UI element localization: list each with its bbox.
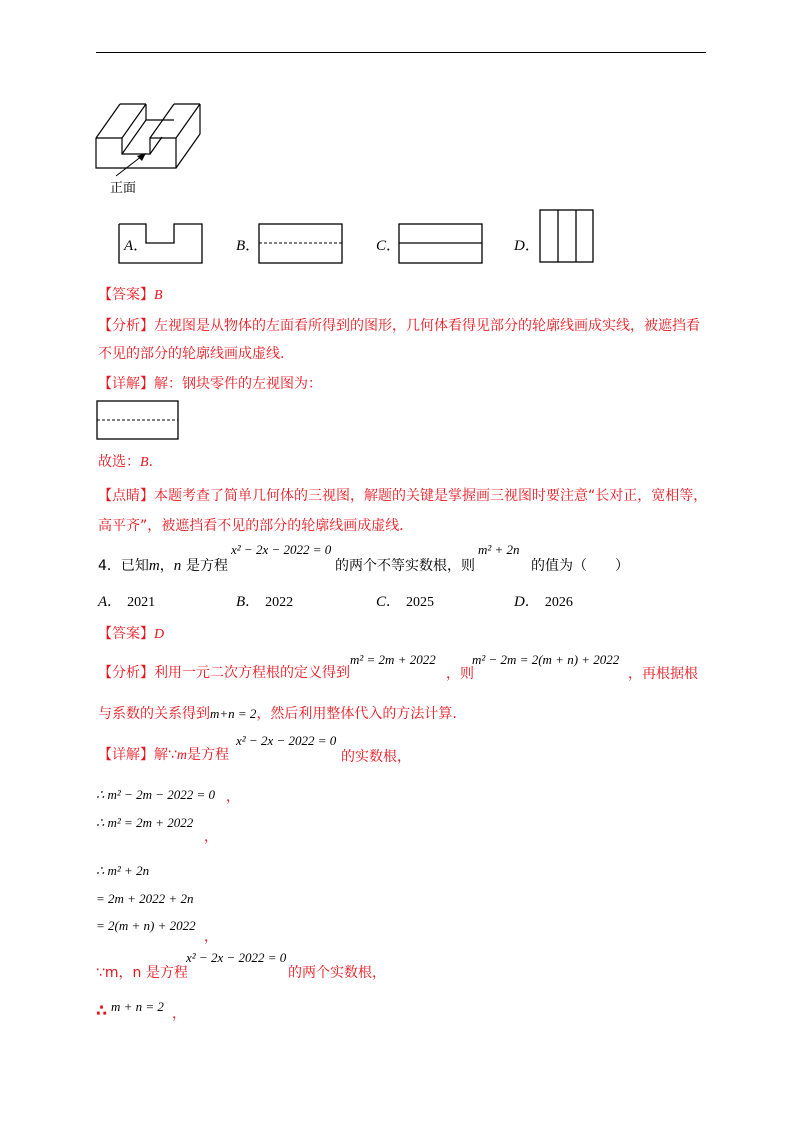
steel-block-figure <box>92 100 212 170</box>
option-a-letter: A． <box>124 238 149 254</box>
step-6-equation: x² − 2x − 2022 = 0 <box>186 950 287 965</box>
step-6-text: 的两个实数根， <box>288 965 386 981</box>
option-b-shape <box>258 223 344 265</box>
left-view-drawing <box>96 400 180 442</box>
q4-detail: 【详解】解∵m是方程 <box>98 747 230 763</box>
option-d-letter: D． <box>514 238 540 254</box>
answer-tag: 【答案】 <box>98 287 154 303</box>
q3-detail <box>98 374 322 394</box>
q4-stem-c: 的两个不等实数根，则 <box>335 558 475 574</box>
detail-equation: x² − 2x − 2022 = 0 <box>236 733 337 748</box>
step-7-end: ， <box>172 1006 186 1022</box>
analysis-then: ，则 <box>446 666 474 682</box>
step-6: ∵m，n 是方程 <box>96 965 188 981</box>
q4-option-a: A． 2021 <box>98 594 156 610</box>
option-c-letter: C． <box>376 238 402 254</box>
detail-real-root: 的实数根， <box>341 749 411 765</box>
detail-tag: 【详解】 <box>98 376 154 392</box>
analysis-eq1: m² = 2m + 2022 <box>350 652 436 667</box>
q4-equation: x² − 2x − 2022 = 0 <box>231 542 332 557</box>
step-2: ∴ m² = 2m + 2022 <box>96 815 194 830</box>
analysis-text: 左视图是从物体的左面看所得到的图形，几何体看得见部分的轮廓线画成实线，被遮挡看 <box>154 318 700 334</box>
step-7: m + n = 2 <box>111 999 164 1014</box>
step-3: ∴ m² + 2n <box>96 863 150 878</box>
option-d-shape <box>539 209 595 265</box>
front-arrow <box>112 150 152 180</box>
q4-stem-d: 的值为（ ） <box>531 558 629 574</box>
step-2-end: ， <box>204 829 218 845</box>
q4-option-c: C． 2025 <box>376 594 435 610</box>
front-label: 正面 <box>110 181 137 196</box>
q3-answer <box>98 285 163 306</box>
q4-analysis-line2: 与系数的关系得到m+n = 2，然后利用整体代入的方法计算. <box>98 706 457 722</box>
q3-analysis-line1 <box>98 316 700 336</box>
step-4: = 2m + 2022 + 2n <box>96 891 194 906</box>
q3-analysis-line2: 不见的部分的轮廓线画成虚线. <box>98 346 285 362</box>
q4-analysis-line1: 【分析】利用一元二次方程根的定义得到 <box>98 665 350 681</box>
option-b-letter: B． <box>236 238 261 254</box>
q4-stem: 4．已知m，n <box>98 558 182 574</box>
step-5-end: ， <box>204 929 218 945</box>
q4-answer: 【答案】D <box>98 626 165 642</box>
analysis-eq2: m² − 2m = 2(m + n) + 2022 <box>472 652 620 667</box>
detail-text: 解：钢块零件的左视图为： <box>154 376 322 392</box>
answer-value: B <box>154 288 163 303</box>
question-number: 4． <box>98 558 121 574</box>
step-1-end: ， <box>226 789 240 805</box>
step-1: ∴ m² − 2m − 2022 = 0 <box>96 787 216 802</box>
q3-comment-line1: 【点睛】本题考查了简单几何体的三视图，解题的关键是掌握画三视图时要注意“长对正，宽相等， <box>98 488 708 504</box>
step-5: = 2(m + n) + 2022 <box>96 918 196 933</box>
option-c-shape <box>398 223 484 265</box>
step-7-therefore: ∴ <box>96 1001 108 1020</box>
q4-option-d: D． 2026 <box>514 594 573 610</box>
option-a-shape <box>118 223 204 265</box>
q4-expression: m² + 2n <box>478 542 520 557</box>
q3-choose: 故选：B． <box>98 454 163 470</box>
q4-option-b: B． 2022 <box>236 594 294 610</box>
header-rule <box>96 52 706 53</box>
analysis-tag: 【分析】 <box>98 318 154 334</box>
analysis-then2: ，再根据根 <box>628 666 698 682</box>
q4-stem-b: 是方程 <box>186 558 228 574</box>
comment-tag: 【点睛】 <box>98 488 154 504</box>
q3-comment-line2: 高平齐”，被遮挡看不见的部分的轮廓线画成虚线． <box>98 518 414 534</box>
